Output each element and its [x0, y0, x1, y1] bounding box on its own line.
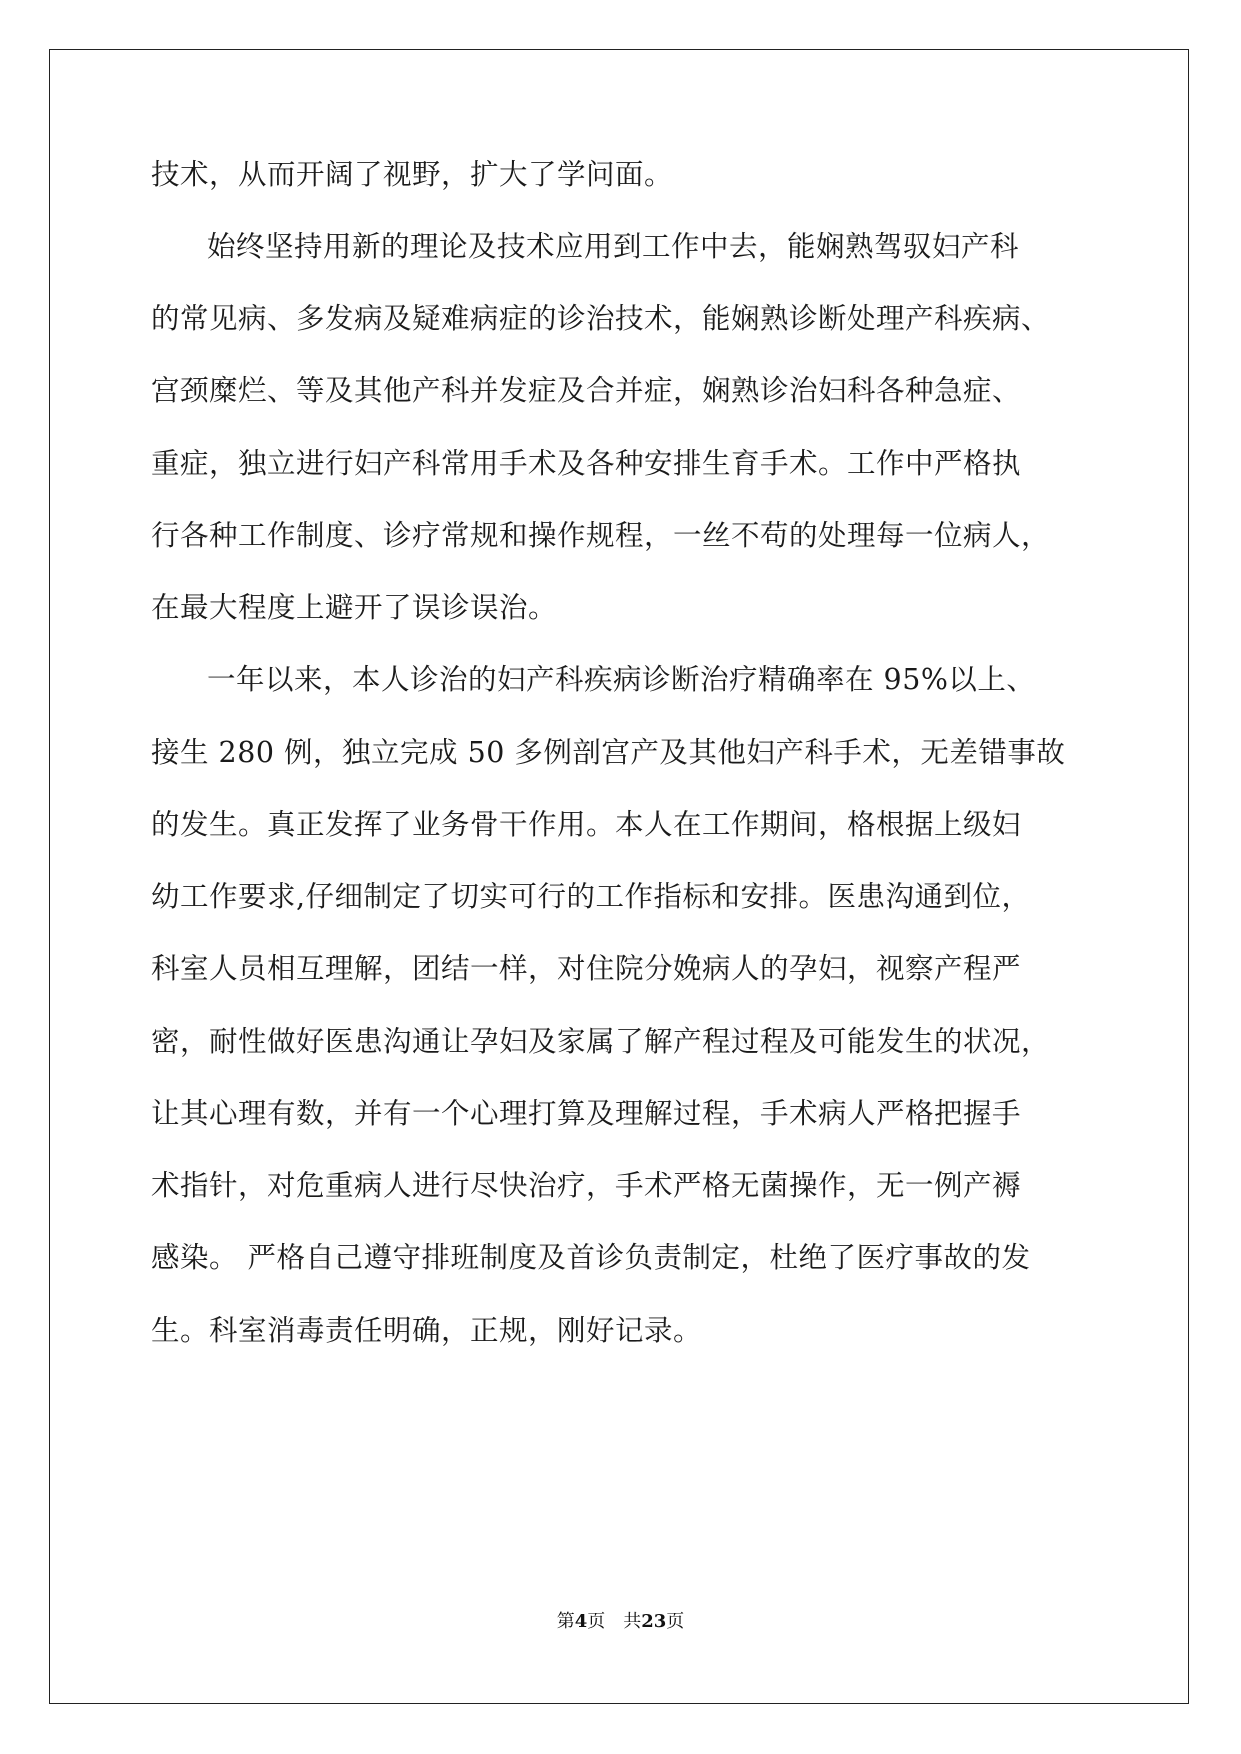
text-line: 生。科室消毒责任明确，正规，刚好记录。: [151, 1314, 703, 1347]
text-line: 行各种工作制度、诊疗常规和操作规程，一丝不苟的处理每一位病人，: [151, 519, 1051, 552]
footer-prefix: 第: [556, 1611, 575, 1632]
text-line: 感染。 严格自己遵守排班制度及首诊负责制定，杜绝了医疗事故的发: [151, 1241, 1031, 1274]
page-footer: [0, 1610, 1241, 1634]
text-line: 幼工作要求,仔细制定了切实可行的工作指标和安排。医患沟通到位，: [151, 880, 1031, 913]
footer-middle: 页 共: [587, 1611, 642, 1632]
text-line: 密，耐性做好医患沟通让孕妇及家属了解产程过程及可能发生的状况，: [151, 1025, 1051, 1058]
footer-suffix: 页: [666, 1611, 685, 1632]
text-line: 科室人员相互理解，团结一样，对住院分娩病人的孕妇，视察产程严: [151, 952, 1022, 985]
text-line: 在最大程度上避开了误诊误治。: [151, 591, 558, 624]
text-line: 的发生。真正发挥了业务骨干作用。本人在工作期间，格根据上级妇: [151, 808, 1022, 841]
current-page-number: 4: [574, 1611, 588, 1632]
text-line: 技术，从而开阔了视野，扩大了学问面。: [151, 158, 674, 191]
text-line: 让其心理有数，并有一个心理打算及理解过程，手术病人严格把握手: [151, 1097, 1022, 1130]
paragraph-start-line: 始终坚持用新的理论及技术应用到工作中去，能娴熟驾驭妇产科: [207, 230, 1020, 263]
paragraph-start-line: 一年以来，本人诊治的妇产科疾病诊断治疗精确率在 95%以上、: [207, 663, 1036, 696]
total-page-count: 23: [641, 1611, 667, 1632]
text-line: 接生 280 例，独立完成 50 多例剖宫产及其他妇产科手术，无差错事故: [151, 736, 1066, 769]
text-line: 的常见病、多发病及疑难病症的诊治技术，能娴熟诊断处理产科疾病、: [151, 302, 1051, 335]
text-line: 术指针，对危重病人进行尽快治疗，手术严格无菌操作，无一例产褥: [151, 1169, 1022, 1202]
text-line: 重症，独立进行妇产科常用手术及各种安排生育手术。工作中严格执: [151, 447, 1022, 480]
text-line: 宫颈糜烂、等及其他产科并发症及合并症，娴熟诊治妇科各种急症、: [151, 374, 1022, 407]
